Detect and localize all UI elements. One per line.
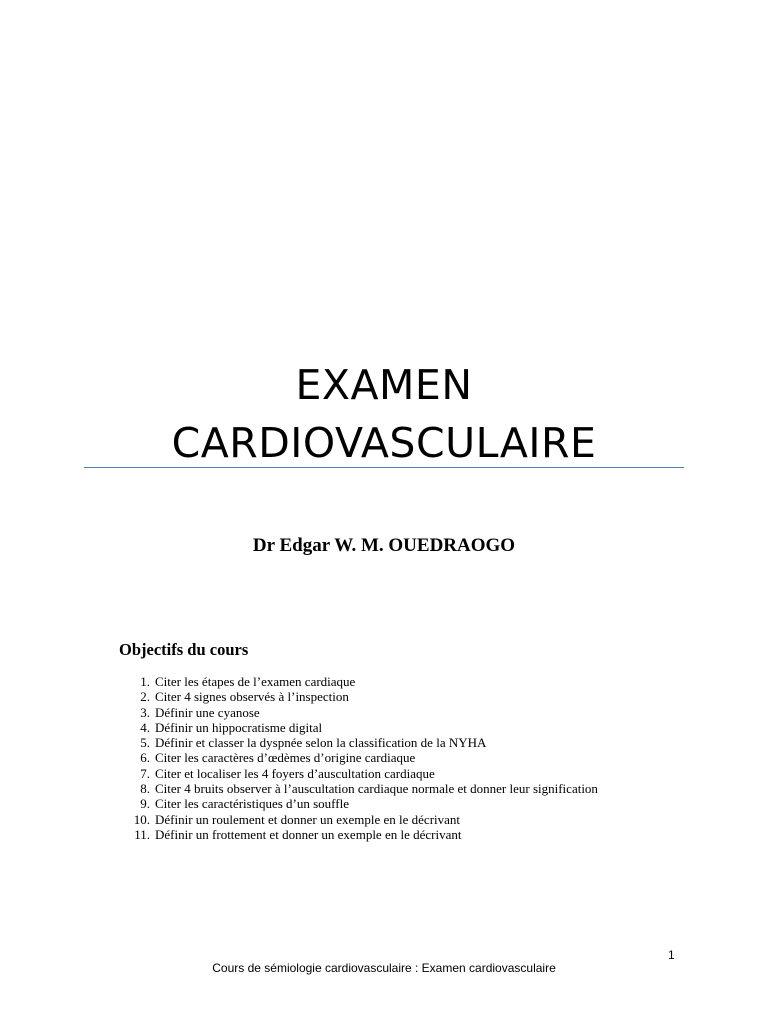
list-item: [119, 674, 679, 689]
objectives-list: [119, 674, 679, 842]
item-number: 11.: [134, 826, 150, 842]
title-divider: [84, 467, 684, 468]
list-item: [119, 781, 679, 796]
item-number: 5.: [140, 735, 150, 751]
item-text: Citer les caractères d’œdèmes d’origine cardiaque: [155, 750, 416, 766]
item-number: 1.: [140, 674, 150, 689]
list-item: [119, 766, 679, 781]
author-name: Dr Edgar W. M. OUEDRAOGO: [252, 535, 516, 556]
item-text: Définir et classer la dyspnée selon la classification de la NYHA: [155, 735, 487, 751]
item-text: Définir un frottement et donner un exemple en le décrivant: [155, 826, 462, 842]
item-number: 7.: [140, 765, 150, 781]
item-text: Définir un hippocratisme digital: [155, 719, 323, 735]
list-item: [119, 720, 679, 735]
item-text: Citer les caractéristiques d’un souffle: [155, 796, 349, 812]
list-item: [119, 689, 679, 704]
item-number: 8.: [140, 781, 150, 797]
list-item: [119, 705, 679, 720]
title-line-1: EXAMEN: [295, 361, 473, 409]
item-text: Citer 4 bruits observer à l’auscultation cardiaque normale et donner leur signification: [155, 781, 598, 797]
item-text: Citer 4 signes observés à l’inspection: [155, 689, 349, 705]
list-item: [119, 796, 679, 811]
item-number: 3.: [140, 704, 150, 720]
item-number: 4.: [140, 719, 150, 735]
item-number: 2.: [140, 689, 150, 705]
item-number: 9.: [140, 796, 150, 812]
item-text: Définir une cyanose: [155, 704, 260, 720]
document-title: [84, 356, 684, 472]
list-item: [119, 827, 679, 842]
item-text: Définir un roulement et donner un exemple en le décrivant: [155, 811, 461, 827]
page-number: 1: [668, 948, 675, 962]
objectives-heading: Objectifs du cours: [119, 640, 249, 659]
list-item: [119, 812, 679, 827]
item-text: Citer les étapes de l’examen cardiaque: [155, 674, 356, 689]
list-item: [119, 735, 679, 750]
list-item: [119, 750, 679, 765]
page-footer: Cours de sémiologie cardiovasculaire : Examen cardiovasculaire: [212, 961, 556, 975]
item-number: 6.: [140, 750, 150, 766]
title-line-2: CARDIOVASCULAIRE: [171, 419, 597, 467]
item-number: 10.: [133, 811, 150, 827]
item-text: Citer et localiser les 4 foyers d’auscultation cardiaque: [155, 765, 435, 781]
